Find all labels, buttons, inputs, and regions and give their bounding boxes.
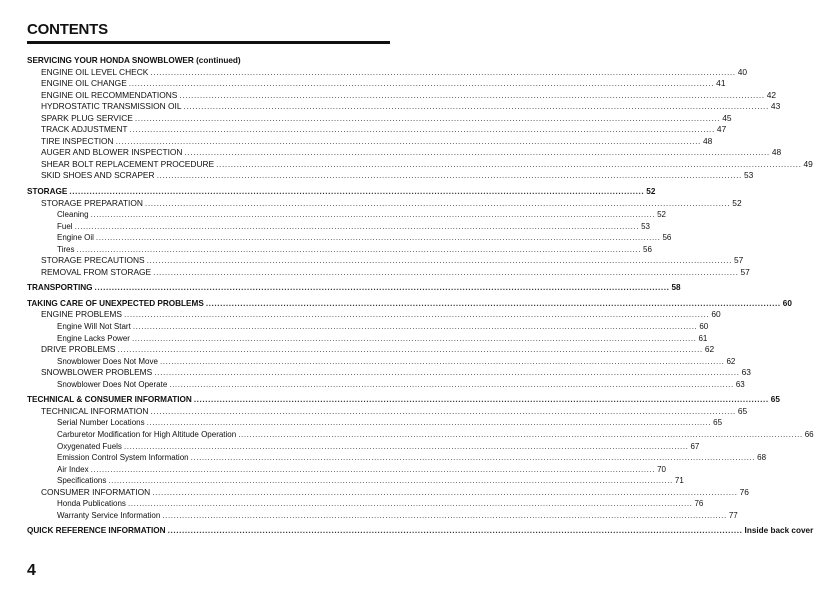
toc-leader-dots: ........................................................................................................................................................................................................ [90,464,656,474]
toc-entry-label: STORAGE [27,187,68,197]
toc-entry [27,475,684,487]
toc-entry-page: 56 [662,233,672,243]
toc-entry [27,221,650,233]
toc-entry-page: 56 [643,244,652,254]
page-title: CONTENTS [27,21,108,38]
toc-entry-page: 47 [716,124,727,135]
toc-entry [27,379,745,391]
toc-leader-dots: ........................................................................................................................................................................................................ [169,379,734,389]
toc-entry [27,266,750,279]
toc-entry-label: Oxygenated Fuels [57,441,122,451]
toc-leader-dots: ........................................................................................................................................................................................................ [127,499,693,509]
toc-entry-page: 61 [698,333,708,343]
toc-entry-page: 68 [757,453,767,463]
toc-leader-dots: ........................................................................................................................................................................................................ [134,112,721,123]
toc-entry-label: SKID SHOES AND SCRAPER [41,170,155,181]
toc-entry-page: 67 [690,441,700,451]
toc-entry-label: TAKING CARE OF UNEXPECTED PROBLEMS [27,298,204,308]
toc-entry-page: 65 [737,405,748,416]
toc-entry [27,417,723,429]
toc-entry [27,147,782,159]
toc-leader-dots: ........................................................................................................................................................................................................ [216,158,802,169]
toc-leader-dots: ........................................................................................................................................................................................................ [205,298,781,308]
toc-entry-label: Warranty Service Information [57,510,161,520]
toc-entry-label: Engine Will Not Start [57,322,131,332]
toc-leader-dots: ........................................................................................................................................................................................................ [190,453,756,463]
toc-entry [27,309,721,321]
toc-entry-page: 76 [739,486,749,497]
toc-entry-label: TIRE INSPECTION [41,135,114,146]
toc-entry-page: 63 [735,379,745,389]
toc-entry-page: 40 [737,66,748,77]
toc-leader-dots: ........................................................................................................................................................................................................ [183,101,769,112]
toc-entry-label: SPARK PLUG SERVICE [41,112,133,123]
toc-leader-dots: ........................................................................................................................................................................................................ [193,395,769,405]
toc-entry-page: 48 [702,135,713,146]
toc-entry-label: HYDROSTATIC TRANSMISSION OIL [41,101,182,112]
toc-leader-dots: ........................................................................................................................................................................................................ [146,418,712,428]
toc-entry [27,186,656,198]
toc-entry [27,510,738,522]
toc-leader-dots: ........................................................................................................................................................................................................ [146,255,732,266]
toc-entry [27,356,736,368]
toc-entry-page: 43 [770,101,781,112]
toc-entry [27,498,704,510]
toc-entry [27,429,814,441]
toc-leader-dots: ........................................................................................................................................................................................................ [74,221,640,231]
toc-entry-page: 62 [704,344,715,355]
toc-leader-dots: ........................................................................................................................................................................................................ [154,367,740,378]
toc-leader-dots: ........................................................................................................................................................................................................ [129,124,715,135]
title-rule [27,41,390,44]
toc-entry-label: Air Index [57,464,89,474]
toc-entry-page: 48 [771,147,782,158]
page-number: 4 [27,562,36,579]
toc-entry-label: Emission Control System Information [57,453,189,463]
toc-entry-label: STORAGE PREPARATION [41,197,143,208]
toc-entry-label: Snowblower Does Not Operate [57,379,168,389]
toc-entry-page: 65 [770,395,780,405]
toc-entry-label: CONSUMER INFORMATION [41,486,151,497]
toc-entry-page: 60 [699,322,709,332]
toc-entry-label: Tires [57,244,75,254]
toc-entry [27,135,713,148]
toc-leader-dots: ........................................................................................................................................................................................................ [167,526,743,536]
toc-leader-dots: ........................................................................................................................................................................................................ [179,89,765,100]
toc-entry [27,394,780,406]
toc-entry-label: Serial Number Locations [57,418,145,428]
toc-entry [27,321,709,333]
toc-entry-page: 70 [657,464,667,474]
toc-entry [27,124,727,136]
toc-entry [27,89,777,102]
toc-entry [27,441,700,453]
toc-entry-page: 57 [734,255,744,266]
toc-leader-dots: ........................................................................................................................................................................................................ [123,441,689,451]
toc-entry [27,298,792,310]
toc-entry-label: TECHNICAL INFORMATION [41,405,149,416]
toc-entry [27,209,667,221]
toc-entry-label: Engine Oil [57,233,94,243]
toc-entry-label: ENGINE OIL RECOMMENDATIONS [41,89,178,100]
toc-leader-dots: ........................................................................................................................................................................................................ [94,283,670,293]
toc-entry-page: 49 [803,158,813,169]
toc-entry [27,66,748,79]
toc-entry [27,405,748,418]
toc-leader-dots: ........................................................................................................................................................................................................ [156,170,742,181]
toc-leader-dots: ........................................................................................................................................................................................................ [132,322,698,332]
toc-entry-page: 42 [766,89,777,100]
table-of-contents [27,55,814,537]
toc-entry [27,367,751,379]
toc-entry-label: Specifications [57,476,107,486]
toc-entry-label: ENGINE PROBLEMS [41,309,122,320]
toc-entry [27,55,391,67]
toc-entry-label: ENGINE OIL CHANGE [41,78,127,89]
toc-entry-label: SNOWBLOWER PROBLEMS [41,367,153,378]
toc-entry [27,525,814,537]
toc-entry-label: Honda Publications [57,499,126,509]
toc-entry-page: 60 [782,298,792,308]
toc-entry [27,78,726,90]
toc-leader-dots: ........................................................................................................................................................................................................ [90,210,656,220]
toc-entry-page: 76 [694,499,704,509]
toc-leader-dots: ........................................................................................................................................................................................................ [128,78,715,89]
toc-entry [27,344,715,356]
toc-entry-page: 62 [726,356,736,366]
toc-entry-label: QUICK REFERENCE INFORMATION [27,526,166,536]
toc-leader-dots: ........................................................................................................................................................................................................ [238,429,803,439]
toc-entry-page: 52 [657,210,667,220]
toc-entry-page: 45 [722,112,732,123]
toc-entry [27,244,652,256]
toc-entry-page: 60 [711,309,721,320]
toc-entry-label: Fuel [57,221,73,231]
toc-leader-dots: ........................................................................................................................................................................................................ [69,187,645,197]
toc-entry-page: 58 [671,283,681,293]
toc-leader-dots: ........................................................................................................................................................................................................ [108,476,673,486]
toc-entry-label: Cleaning [57,210,89,220]
toc-entry [27,232,672,244]
toc-leader-dots: ........................................................................................................................................................................................................ [152,486,738,497]
toc-entry [27,158,813,171]
toc-entry-label: AUGER AND BLOWER INSPECTION [41,147,183,158]
toc-entry-label: SHEAR BOLT REPLACEMENT PROCEDURE [41,158,215,169]
toc-leader-dots: ........................................................................................................................................................................................................ [150,405,736,416]
toc-entry [27,255,744,267]
toc-leader-dots: ........................................................................................................................................................................................................ [123,309,710,320]
toc-entry-page: 57 [740,266,750,277]
toc-entry [27,112,732,125]
toc-entry [27,452,767,464]
toc-leader-dots: ........................................................................................................................................................................................................ [159,356,725,366]
toc-leader-dots: ........................................................................................................................................................................................................ [76,244,642,254]
toc-entry-page: Inside back cover [744,526,814,536]
toc-entry-page: 52 [732,197,742,208]
toc-leader-dots: ........................................................................................................................................................................................................ [144,197,731,208]
toc-entry-label: TRANSPORTING [27,283,93,293]
toc-entry-label: Snowblower Does Not Move [57,356,158,366]
toc-entry-page: 63 [741,367,751,378]
toc-leader-dots: ........................................................................................................................................................................................................ [115,135,701,146]
toc-entry [27,101,781,113]
toc-entry-page: 66 [804,429,814,439]
toc-entry-label: ENGINE OIL LEVEL CHECK [41,66,149,77]
toc-entry-label: SERVICING YOUR HONDA SNOWBLOWER (continued) [27,56,241,65]
toc-entry-page: 71 [674,476,684,486]
toc-leader-dots: ........................................................................................................................................................................................................ [95,233,661,243]
toc-entry-page: 53 [641,221,650,231]
toc-entry-label: TRACK ADJUSTMENT [41,124,128,135]
toc-entry [27,282,681,294]
toc-entry-label: STORAGE PRECAUTIONS [41,255,145,266]
toc-entry [27,464,667,476]
toc-entry-page: 53 [743,170,754,181]
toc-entry [27,197,742,210]
toc-entry-label: REMOVAL FROM STORAGE [41,266,152,277]
toc-entry-page: 77 [728,510,738,520]
toc-entry [27,333,708,345]
toc-entry-page: 41 [716,78,726,89]
toc-leader-dots: ........................................................................................................................................................................................................ [184,147,770,158]
toc-leader-dots: ........................................................................................................................................................................................................ [153,266,739,277]
toc-leader-dots: ........................................................................................................................................................................................................ [131,333,697,343]
toc-leader-dots: ........................................................................................................................................................................................................ [117,344,703,355]
toc-leader-dots: ........................................................................................................................................................................................................ [162,510,727,520]
toc-entry [27,170,754,182]
toc-entry-page: 65 [713,418,723,428]
toc-leader-dots: ........................................................................................................................................................................................................ [150,66,736,77]
toc-entry-label: DRIVE PROBLEMS [41,344,116,355]
toc-entry-label: Engine Lacks Power [57,333,130,343]
toc-entry-label: Carburetor Modification for High Altitude Operation [57,429,237,439]
toc-entry-label: TECHNICAL & CONSUMER INFORMATION [27,395,192,405]
toc-entry-page: 52 [646,187,656,197]
toc-entry [27,486,749,499]
